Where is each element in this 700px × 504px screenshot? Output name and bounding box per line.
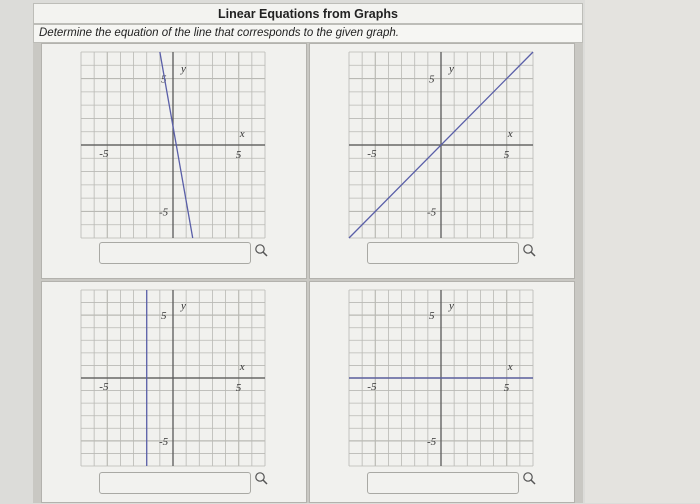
answer-input-2[interactable] bbox=[367, 242, 519, 264]
x-axis-label: x bbox=[239, 128, 245, 140]
answer-input-4[interactable] bbox=[367, 472, 519, 494]
x-tick-label-right: 5 bbox=[503, 382, 510, 394]
x-tick-label-right: 5 bbox=[503, 149, 510, 161]
graphs-table bbox=[33, 43, 583, 503]
y-tick-label-bottom: -5 bbox=[159, 206, 169, 219]
answer-input-1[interactable] bbox=[99, 242, 251, 264]
x-tick-label-left: -5 bbox=[99, 381, 109, 393]
answer-input-3[interactable] bbox=[99, 472, 251, 494]
y-axis-label: y bbox=[449, 62, 454, 75]
title-row bbox=[33, 3, 583, 24]
x-tick-label-left: -5 bbox=[367, 381, 377, 393]
y-axis-label: y bbox=[181, 299, 186, 312]
y-tick-label-top: 5 bbox=[429, 73, 435, 86]
x-axis-label: x bbox=[507, 361, 513, 373]
x-tick-label-left: -5 bbox=[367, 148, 377, 160]
x-tick-label-left: -5 bbox=[99, 148, 109, 160]
y-tick-label-top: 5 bbox=[161, 73, 167, 86]
instructions-text: Determine the equation of the line that corresponds to the given graph. bbox=[39, 27, 399, 39]
y-axis-label: y bbox=[181, 62, 186, 75]
x-tick-label-right: 5 bbox=[235, 149, 242, 161]
graph-cell-4 bbox=[309, 281, 575, 503]
graph-cell-2 bbox=[309, 43, 575, 279]
graph-cell-3 bbox=[41, 281, 307, 503]
magnifier-icon[interactable] bbox=[524, 245, 535, 256]
y-tick-label-top: 5 bbox=[429, 310, 435, 323]
x-axis-label: x bbox=[507, 128, 513, 140]
y-tick-label-top: 5 bbox=[161, 310, 167, 323]
magnifier-icon[interactable] bbox=[256, 473, 267, 484]
graph-3-plot bbox=[42, 282, 308, 504]
instructions-row bbox=[33, 24, 583, 43]
graph-cell-1 bbox=[41, 43, 307, 279]
y-tick-label-bottom: -5 bbox=[427, 435, 437, 448]
y-tick-label-bottom: -5 bbox=[427, 206, 437, 219]
graph-4-plot bbox=[310, 282, 576, 504]
background-margin bbox=[585, 0, 700, 503]
page-title: Linear Equations from Graphs bbox=[218, 7, 398, 21]
y-tick-label-bottom: -5 bbox=[159, 435, 169, 448]
x-tick-label-right: 5 bbox=[235, 382, 242, 394]
magnifier-icon[interactable] bbox=[524, 473, 535, 484]
magnifier-icon[interactable] bbox=[256, 245, 267, 256]
y-axis-label: y bbox=[449, 299, 454, 312]
x-axis-label: x bbox=[239, 361, 245, 373]
